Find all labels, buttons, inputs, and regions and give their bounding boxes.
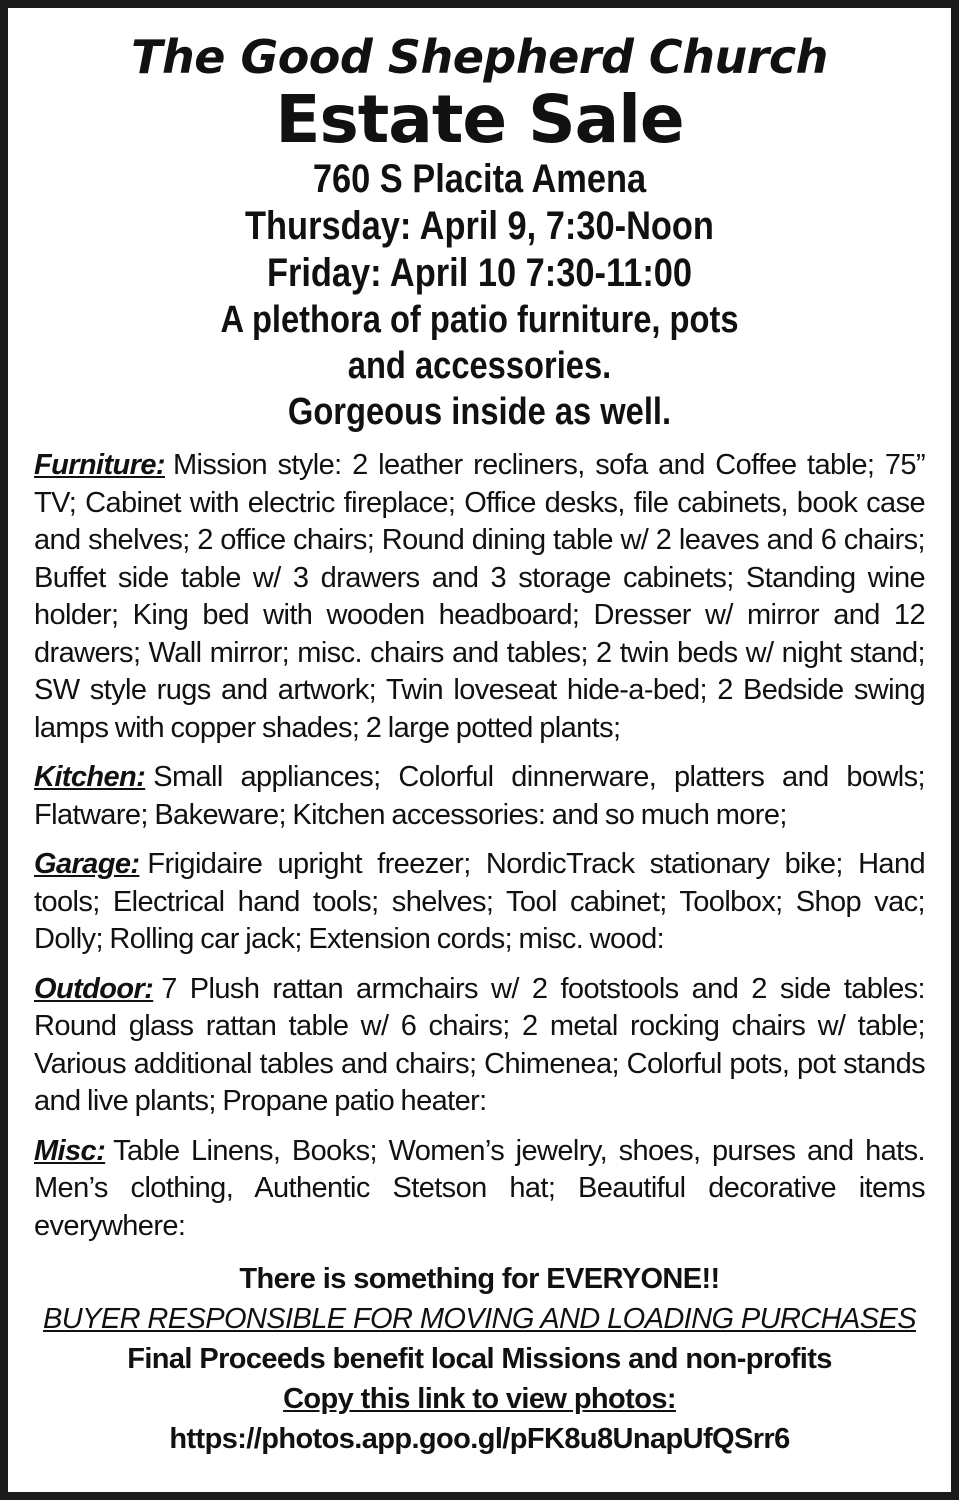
category-items: Mission style: 2 leather recliners, sofa and Coffee table; 75” TV; Cabinet with electric fireplace; Office desks, file cabinets, book case and shelves; 2 office chairs; Round dining table w/ 2 leaves and 6 chairs; Buffet side table w/ 3 drawers and 3 storage cabinets; Standing wine holder; King bed with wooden headboard; Dresser w/ mirror and 12 drawers; Wall mirror; misc. chairs and tables; 2 twin beds w/ night stand; SW style rugs and artwork; Twin loveseat hide-a-bed; 2 Bedside swing lamps with copper shades; 2 large potted plants; (34, 449, 925, 744)
tagline-line-1: A plethora of patio furniture, pots (220, 299, 739, 341)
category-label: Misc: (34, 1134, 106, 1167)
church-name: The Good Shepherd Church (131, 30, 828, 84)
category-label: Furniture: (34, 449, 165, 481)
sale-address: 760 S Placita Amena (312, 157, 647, 201)
copy-link-label: Copy this link to view photos: (283, 1383, 676, 1415)
buyer-responsibility: BUYER RESPONSIBLE FOR MOVING AND LOADING PURCHASES (43, 1303, 916, 1335)
category-label: Kitchen: (34, 761, 146, 793)
sale-title: Estate Sale (275, 81, 684, 158)
category-garage (34, 846, 925, 959)
category-misc (34, 1133, 925, 1246)
proceeds-line: Final Proceeds benefit local Missions and non-profits (127, 1343, 832, 1375)
everyone-line: There is something for EVERYONE!! (239, 1263, 720, 1295)
category-items: Small appliances; Colorful dinnerware, platters and bowls; Flatware; Bakeware; Kitchen accessories: and so much more; (34, 761, 925, 831)
sale-day-thursday: Thursday: April 9, 7:30-Noon (245, 204, 714, 248)
tagline-line-3: Gorgeous inside as well. (287, 391, 672, 433)
category-items: Table Linens, Books; Women’s jewelry, shoes, purses and hats. Men’s clothing, Authentic Stetson hat; Beautiful decorative items everywhere: (34, 1134, 925, 1242)
ad-footer (34, 1259, 925, 1459)
category-items: Frigidaire upright freezer; NordicTrack stationary bike; Hand tools; Electrical hand tools; shelves; Tool cabinet; Toolbox; Shop vac; Dolly; Rolling car jack; Extension cords; misc. wood: (34, 848, 925, 955)
category-outdoor (34, 971, 925, 1121)
category-label: Garage: (34, 848, 140, 880)
photos-link[interactable]: https://photos.app.goo.gl/pFK8u8UnapUfQSrr6 (169, 1423, 790, 1455)
category-kitchen (34, 759, 925, 834)
ad-header (34, 30, 925, 435)
category-furniture (34, 447, 925, 747)
tagline-line-2: and accessories. (347, 345, 612, 387)
category-label: Outdoor: (34, 972, 154, 1005)
sale-day-friday: Friday: April 10 7:30-11:00 (266, 251, 693, 295)
category-items: 7 Plush rattan armchairs w/ 2 footstools and 2 side tables: Round glass rattan table w/ 6 chairs; 2 metal rocking chairs w/ table; Various additional tables and chairs; Chimenea; Colorful pots, pot stands and live plants; Propane patio heater: (34, 972, 925, 1117)
